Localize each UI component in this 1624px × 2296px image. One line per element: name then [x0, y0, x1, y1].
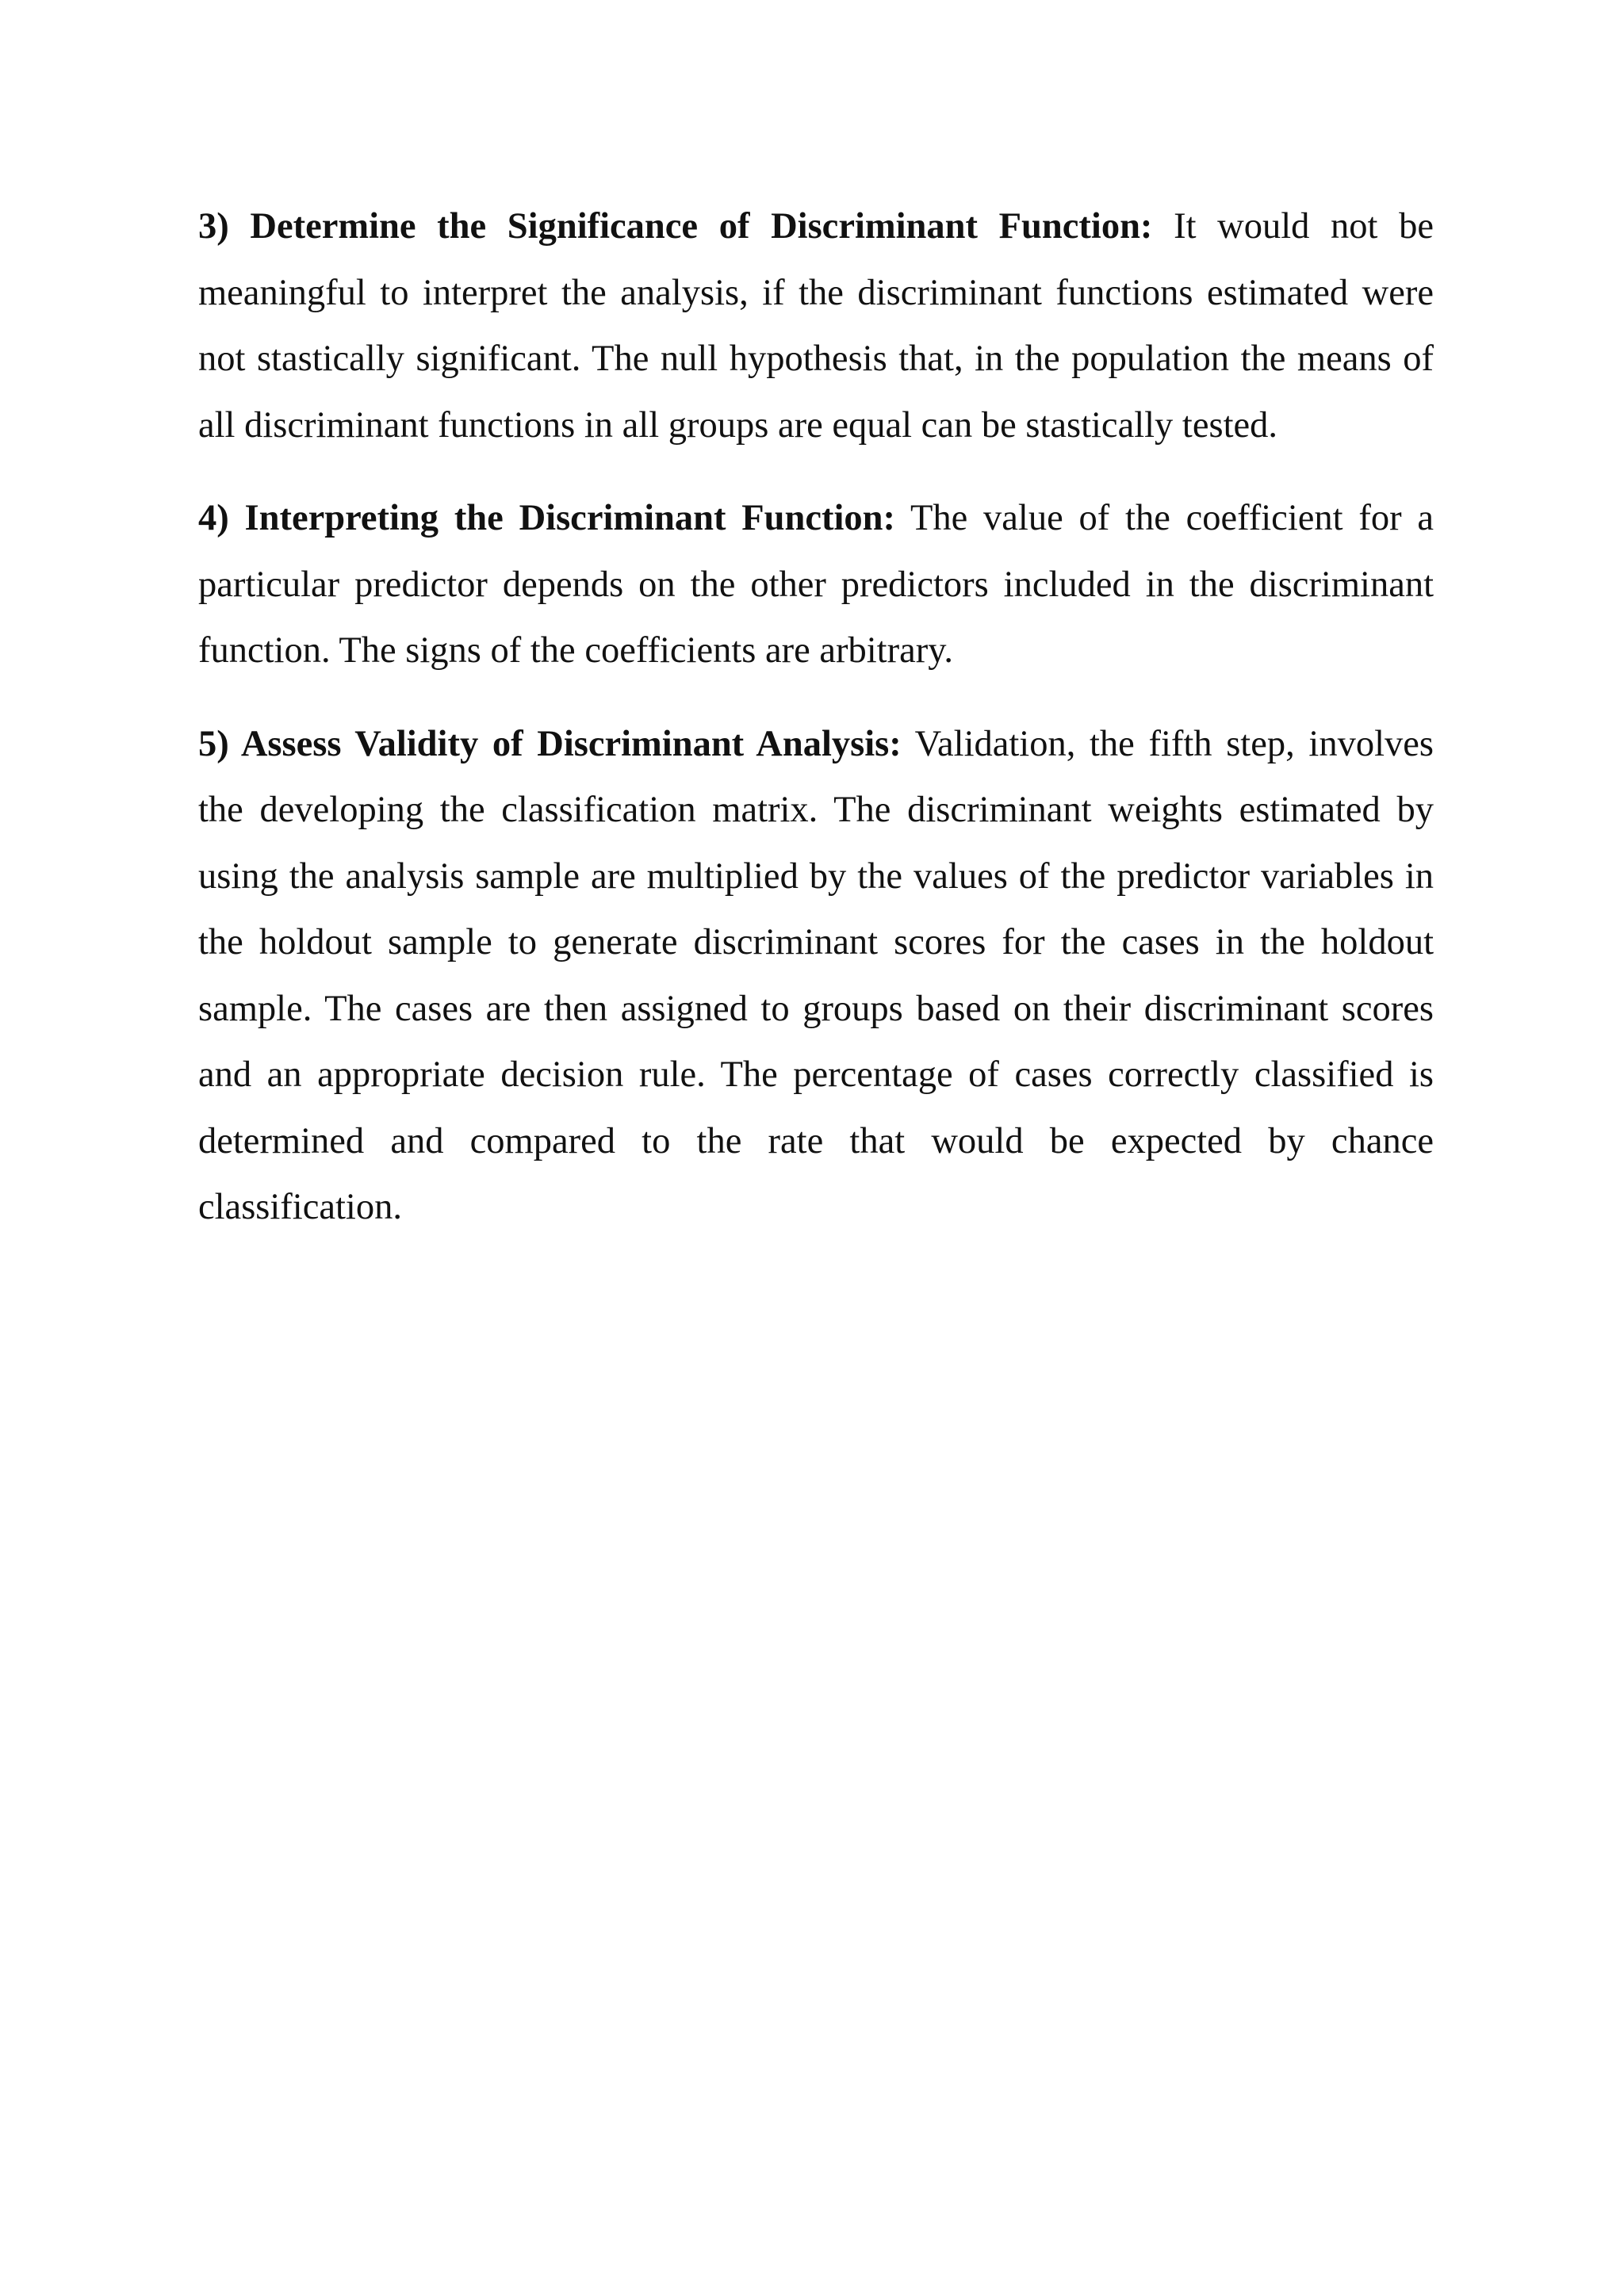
- paragraph-heading: 3) Determine the Significance of Discriminant Function:: [198, 206, 1153, 247]
- paragraph-text: Validation, the fifth step, involves the developing the classification matrix. The discriminant weights estimated by using the analysis sample are multiplied by the values of the predictor variables in the holdout sample to generate discriminant scores for the cases in the holdout sample. The cases are then assigned to groups based on their discriminant scores and an appropriate decision rule. The percentage of cases correctly classified is determined and compared to the rate that would be expected by chance classification.: [198, 723, 1434, 1227]
- paragraph-text: The value of the coefficient for a particular predictor depends on the other predictors included in the discriminant function. The signs of the coefficients are arbitrary.: [198, 498, 1434, 671]
- paragraph-heading: 5) Assess Validity of Discriminant Analysis:: [198, 723, 902, 764]
- paragraph-validity: [198, 711, 1434, 1241]
- paragraph-interpreting: [198, 485, 1434, 684]
- paragraph-text: It would not be meaningful to interpret the analysis, if the discriminant functions estimated were not stastically significant. The null hypothesis that, in the population the means of all discriminant functions in all groups are equal can be stastically tested.: [198, 206, 1434, 446]
- paragraph-heading: 4) Interpreting the Discriminant Function:: [198, 498, 896, 538]
- paragraph-significance: [198, 193, 1434, 458]
- document-body: [198, 193, 1434, 1268]
